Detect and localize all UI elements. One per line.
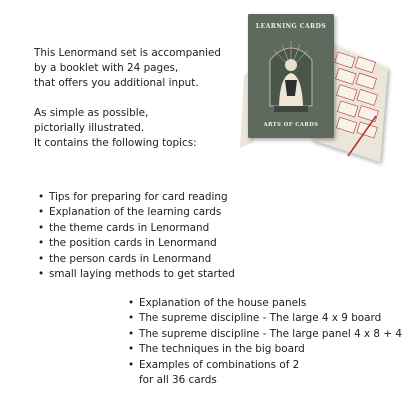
topic-item: • The supreme discipline - The large panel 4 x 8 + 4 <box>128 327 402 342</box>
booklet-photo <box>230 10 400 170</box>
topic-item: • small laying methods to get started <box>38 267 235 282</box>
intro-line: It contains the following topics: <box>34 137 197 149</box>
topic-item: • Tips for preparing for card reading <box>38 190 235 205</box>
figure-base <box>274 106 308 112</box>
cover-subtitle: ARTS OF CARDS <box>263 122 319 128</box>
topic-item: • the position cards in Lenormand <box>38 236 235 251</box>
intro-line: pictorially illustrated. <box>34 122 145 134</box>
figure-head <box>285 59 297 71</box>
cover-title: LEARNING CARDS <box>255 23 327 30</box>
topic-item: • Examples of combinations of 2 for all 36 cards <box>128 358 402 389</box>
booklet-cover <box>248 14 334 138</box>
topics-list-basics <box>38 190 235 282</box>
topic-item: • the theme cards in Lenormand <box>38 221 235 236</box>
booklet-illustration <box>230 10 400 170</box>
topic-item: • The techniques in the big board <box>128 342 402 357</box>
intro-line: that offers you additional input. <box>34 77 199 89</box>
topics-list-advanced <box>128 296 402 388</box>
figure-book <box>285 80 297 96</box>
topic-item: • Explanation of the house panels <box>128 296 402 311</box>
intro-paragraph-1 <box>34 46 234 91</box>
intro-line: As simple as possible, <box>34 107 149 119</box>
intro-paragraph-2 <box>34 106 234 151</box>
intro-text <box>34 46 234 166</box>
intro-line: This Lenormand set is accompanied <box>34 47 222 59</box>
topic-item: • Explanation of the learning cards <box>38 205 235 220</box>
topic-item: • the person cards in Lenormand <box>38 252 235 267</box>
topic-item: • The supreme discipline - The large 4 x 9 board <box>128 311 402 326</box>
intro-line: by a booklet with 24 pages, <box>34 62 179 74</box>
